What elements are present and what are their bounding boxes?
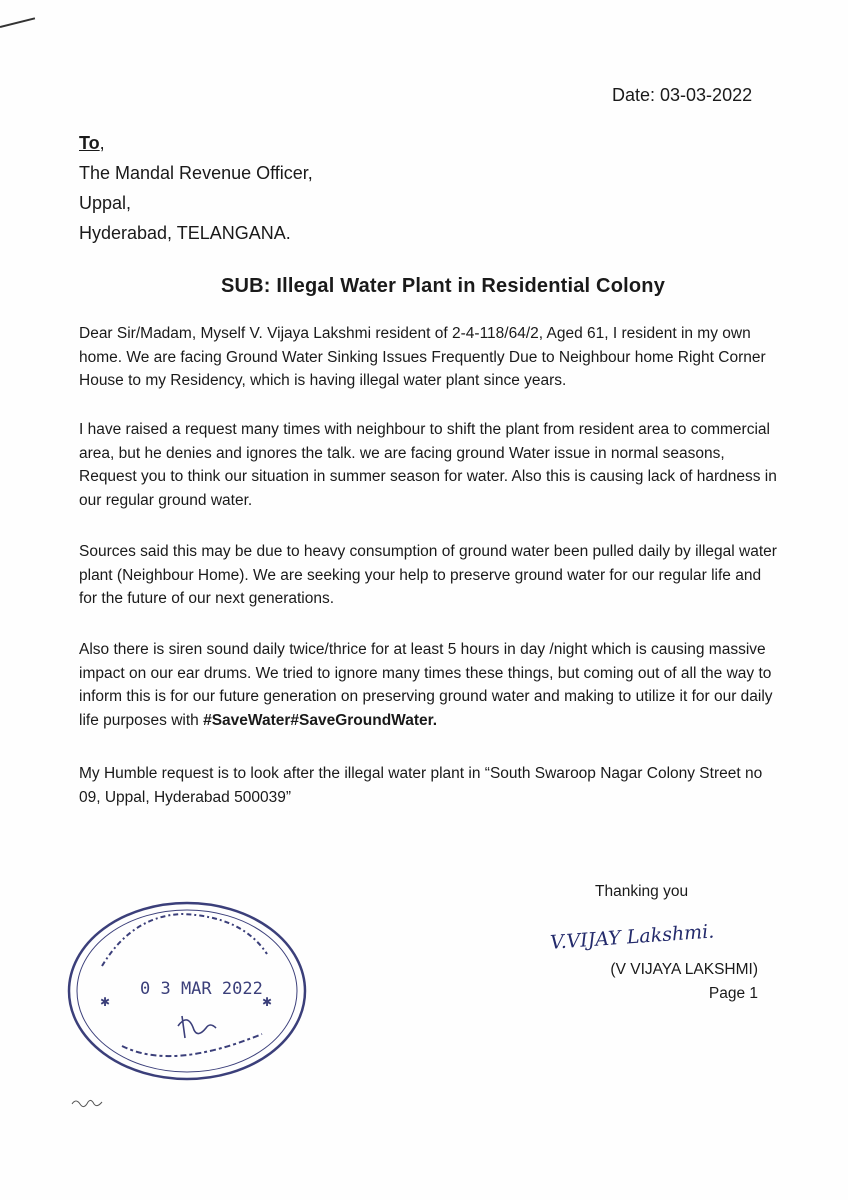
body-paragraph-3: Sources said this may be due to heavy consumption of ground water been pulled daily by illegal water plant (Neighbour Home). We are seeking your help to preserve ground water for our regular life and for the future of our next generations. bbox=[79, 543, 777, 607]
closing-block bbox=[540, 880, 770, 1006]
body-paragraph-4-text: Also there is siren sound daily twice/thrice for at least 5 hours in day /night which is causing massive impact on our ear drums. We tried to ignore many times these things, but coming out of all the way to inform this is for our future generation on preserving ground water and making to utilize it for our daily life purposes with bbox=[79, 641, 773, 729]
stamp-date: 0 3 MAR 2022 bbox=[140, 979, 263, 999]
subject-line bbox=[0, 275, 848, 298]
body-paragraph-1: Dear Sir/Madam, Myself V. Vijaya Lakshmi resident of 2-4-118/64/2, Aged 61, I resident in my own home. We are facing Ground Water Sinking Issues Frequently Due to Neighbour home Right Corner House to my Residency, which is having illegal water plant since years. bbox=[79, 325, 766, 389]
to-label: To bbox=[79, 133, 100, 153]
svg-text:✱: ✱ bbox=[262, 995, 273, 1009]
signatory-name: (V VIJAYA LAKSHMI) bbox=[610, 961, 758, 978]
margin-scribble bbox=[70, 1094, 110, 1114]
recipient-line-1: The Mandal Revenue Officer, bbox=[79, 163, 313, 183]
handwritten-signature bbox=[540, 904, 770, 958]
page-number: Page 1 bbox=[708, 985, 758, 1002]
recipient-line-3: Hyderabad, TELANGANA. bbox=[79, 223, 291, 243]
received-stamp bbox=[62, 896, 312, 1086]
recipient-line-2: Uppal, bbox=[79, 193, 132, 213]
thanking-text: Thanking you bbox=[595, 883, 689, 900]
body-paragraph-2: I have raised a request many times with neighbour to shift the plant from resident area to commercial area, but he denies and ignores the talk. we are facing ground Water issue in normal seasons, Request you to think our situation in summer season for water. Also this is causing lack of hardness in our regular ground water. bbox=[79, 421, 777, 509]
letter-date: Date: 03-03-2022 bbox=[612, 85, 753, 105]
body-paragraph-5: My Humble request is to look after the illegal water plant in “South Swaroop Nagar Colony Street no 09, Uppal, Hyderabad 500039” bbox=[79, 765, 763, 806]
subject-text: SUB: Illegal Water Plant in Residential Colony bbox=[220, 275, 666, 297]
recipient-block: To, The Mandal Revenue Officer, Uppal, Hyderabad, TELANGANA. bbox=[79, 128, 313, 248]
body-paragraph-4 bbox=[79, 638, 779, 732]
pen-stroke-mark bbox=[0, 17, 35, 28]
hashtags: #SaveWater#SaveGroundWater. bbox=[203, 711, 438, 729]
svg-text:✱: ✱ bbox=[100, 995, 111, 1009]
signature-text: V.VIJAY Lakshmi. bbox=[549, 920, 715, 954]
